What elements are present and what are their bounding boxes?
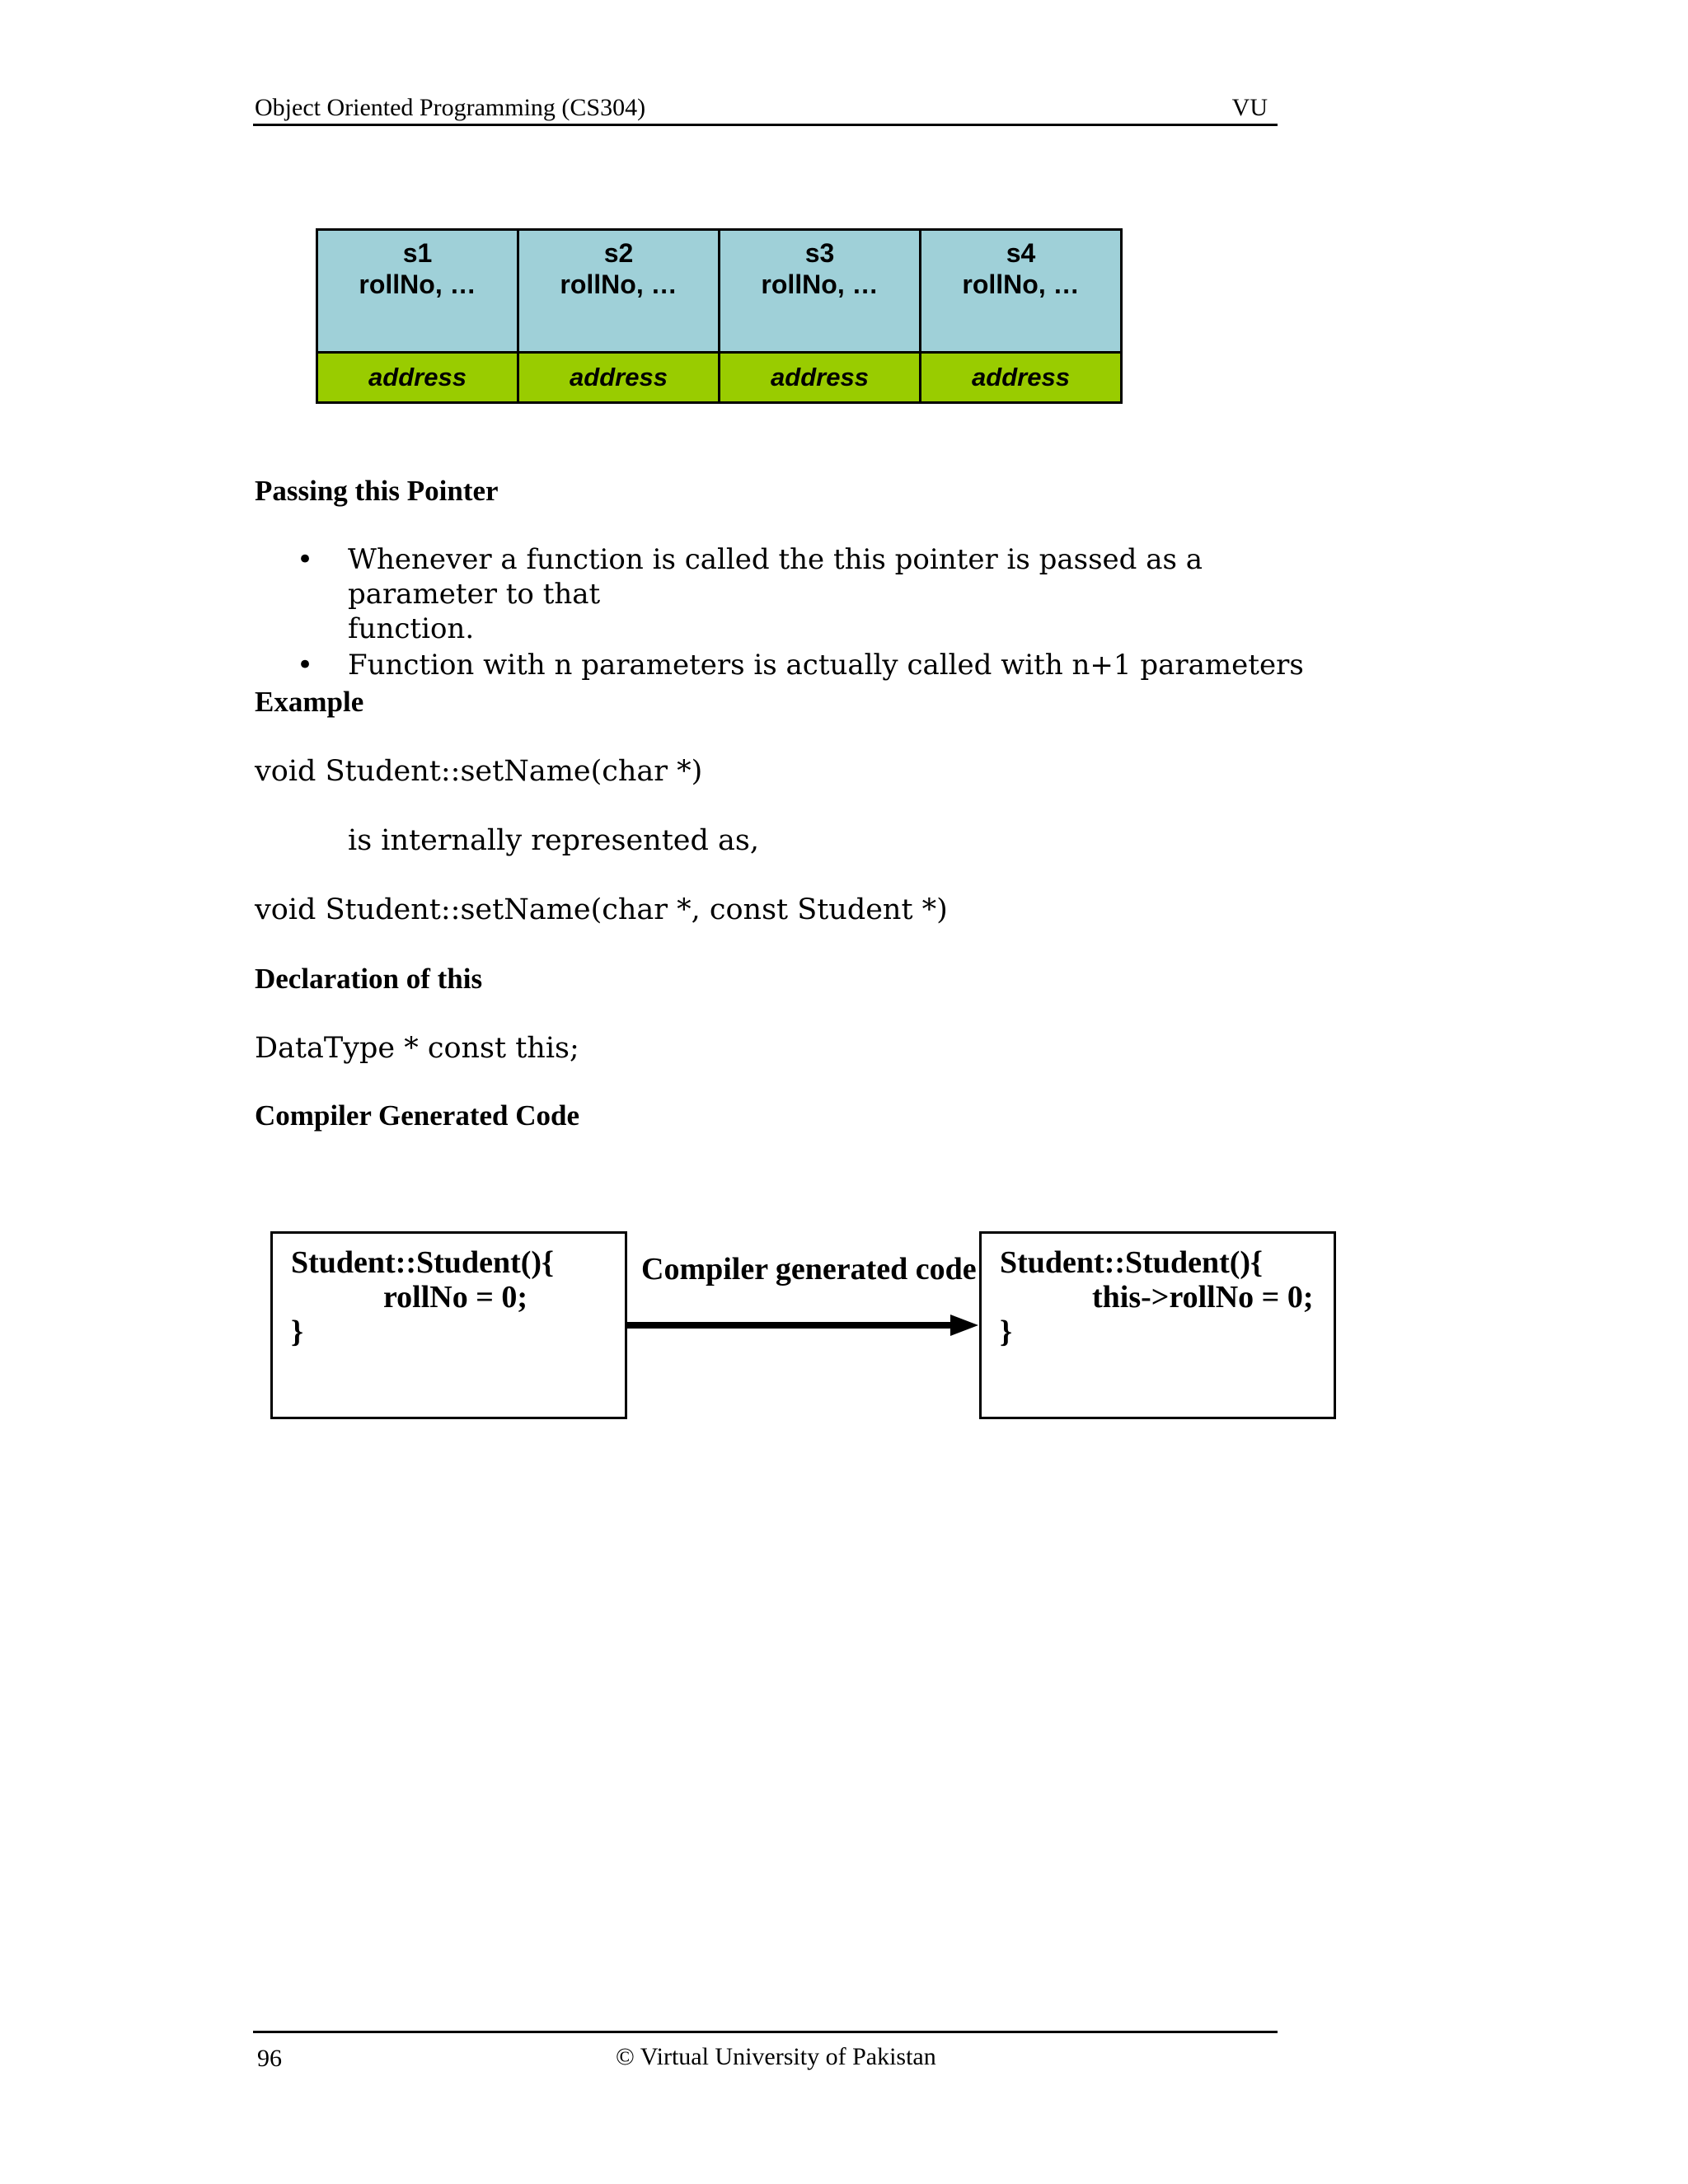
object-name: s2 — [603, 238, 634, 268]
university-abbrev: VU — [1231, 94, 1268, 121]
heading-compiler-code: Compiler Generated Code — [255, 1099, 580, 1132]
page-footer — [253, 2031, 1278, 2083]
code-line: Student::Student(){ — [291, 1245, 555, 1280]
paragraph-text: is internally represented as, — [348, 824, 759, 857]
object-cell-s2 — [518, 230, 720, 353]
generated-code-box — [979, 1231, 1336, 1419]
page-header — [253, 89, 1278, 126]
object-cell-s1 — [317, 230, 518, 353]
copyright-text: © Virtual University of Pakistan — [616, 2043, 936, 2070]
code-line: Student::Student(){ — [1000, 1245, 1264, 1280]
heading-example: Example — [255, 686, 364, 718]
object-row — [317, 230, 1122, 353]
list-item-text: Function with n parameters is actually called with n+1 parameters — [348, 649, 1304, 682]
address-row — [317, 353, 1122, 403]
object-name: s3 — [804, 238, 835, 268]
code-line: void Student::setName(char *) — [255, 755, 703, 788]
object-members: rollNo, … — [761, 269, 879, 299]
list-item — [297, 648, 1327, 682]
address-cell: address — [317, 353, 518, 403]
code-line: } — [1000, 1315, 1012, 1349]
object-cell-s4 — [921, 230, 1122, 353]
bullet-icon: • — [297, 543, 314, 576]
course-title: Object Oriented Programming (CS304) — [255, 94, 646, 121]
heading-declaration: Declaration of this — [255, 963, 483, 995]
address-cell: address — [921, 353, 1122, 403]
list-item-text: Whenever a function is called the this pointer is passed as a parameter to that — [348, 543, 1203, 611]
code-line: DataType * const this; — [255, 1032, 579, 1065]
address-cell: address — [518, 353, 720, 403]
arrow-label: Compiler generated code — [641, 1252, 977, 1286]
code-line: this->rollNo = 0; — [1092, 1280, 1314, 1315]
bullet-list — [297, 542, 1327, 682]
code-line: } — [291, 1315, 303, 1349]
right-arrow-icon — [624, 1302, 982, 1352]
code-line: void Student::setName(char *, const Student *) — [255, 893, 948, 926]
object-members: rollNo, … — [359, 269, 476, 299]
heading-passing-this: Passing this Pointer — [255, 475, 499, 507]
object-name: s1 — [402, 238, 433, 268]
address-cell: address — [720, 353, 921, 403]
page-number: 96 — [257, 2045, 282, 2072]
code-line: rollNo = 0; — [383, 1280, 528, 1315]
list-item — [297, 542, 1327, 646]
objects-memory-table — [316, 228, 1123, 404]
object-cell-s3 — [720, 230, 921, 353]
object-name: s4 — [1006, 238, 1036, 268]
list-item-text-cont: function. — [348, 612, 475, 645]
object-members: rollNo, … — [962, 269, 1080, 299]
source-code-box — [270, 1231, 627, 1419]
object-members: rollNo, … — [560, 269, 678, 299]
bullet-icon: • — [297, 649, 314, 682]
